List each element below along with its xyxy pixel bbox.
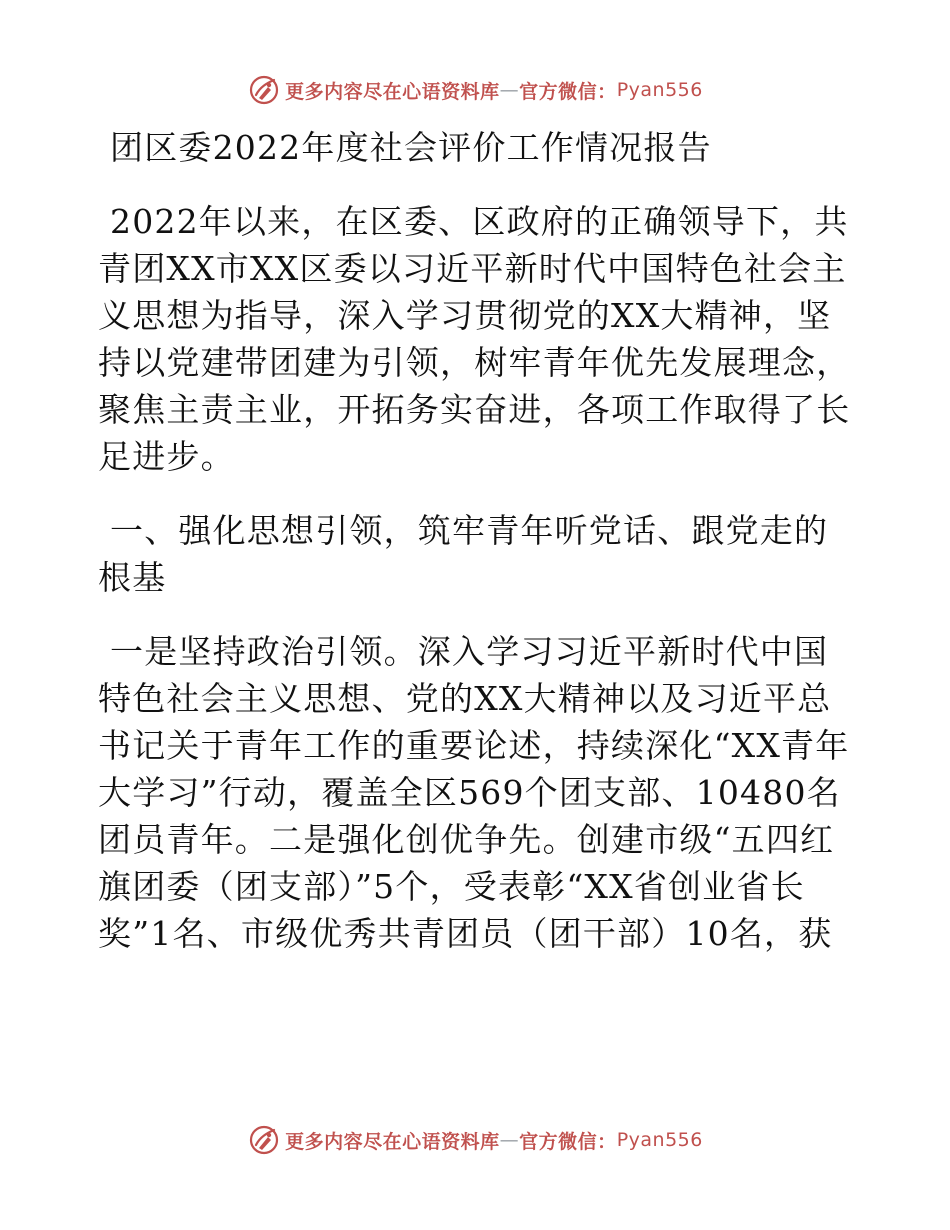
watermark-brand: 更多内容尽在心语资料库 [285,80,500,103]
watermark-separator: — [499,79,520,101]
paragraph-line: 团员青年。二是强化创优争先。创建市级“五四红 [98,820,835,859]
paragraph-line: 一是坚持政治引领。深入学习习近平新时代中国 [110,632,829,671]
paragraph-line: 旗团委（团支部）”5个，受表彰“XX省创业省长 [98,867,805,906]
watermark-separator: — [499,1129,520,1151]
paragraph-line: 持以党建带团建为引领，树牢青年优先发展理念， [98,343,851,382]
paragraph-line: 大学习”行动，覆盖全区569个团支部、10480名 [98,773,841,812]
paragraph-line: 足进步。 [98,437,235,476]
watermark-label: 官方微信： [519,80,617,103]
paragraph-intro [98,198,868,480]
paragraph-line: 义思想为指导，深入学习贯彻党的XX大精神，坚 [98,296,832,335]
watermark-label: 官方微信： [519,1130,617,1153]
paragraph-line: 2022年以来，在区委、区政府的正确领导下，共 [110,202,849,241]
paragraph-line: 特色社会主义思想、党的XX大精神以及习近平总 [98,679,832,718]
paragraph-section-1 [98,628,868,957]
watermark-account: Pyan556 [616,79,703,101]
document-title: 团区委2022年度社会评价工作情况报告 [110,128,712,167]
watermark-brand: 更多内容尽在心语资料库 [285,1130,500,1153]
paragraph-line: 奖”1名、市级优秀共青团员（团干部）10名，获 [98,914,833,953]
section-heading-1 [98,507,868,601]
paragraph-line: 书记关于青年工作的重要论述，持续深化“XX青年 [98,726,850,765]
watermark-banner-top [0,68,950,112]
watermark-account: Pyan556 [616,1129,703,1151]
paragraph-line: 聚焦主责主业，开拓务实奋进，各项工作取得了长 [98,390,851,429]
pen-swirl-icon [247,1123,281,1157]
paragraph-line: 青团XX市XX区委以习近平新时代中国特色社会主 [98,249,847,288]
watermark-banner-bottom [0,1118,950,1162]
heading-line: 根基 [98,558,167,597]
document-body [98,124,868,957]
heading-line: 一、强化思想引领，筑牢青年听党话、跟党走的 [110,511,829,550]
pen-swirl-icon [247,73,281,107]
